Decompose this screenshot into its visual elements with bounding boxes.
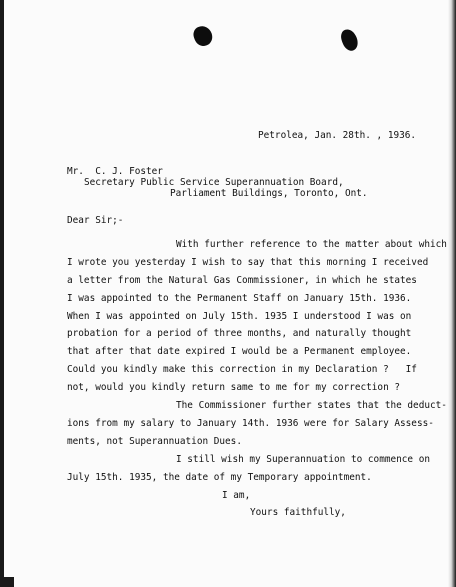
recipient-address: Parliament Buildings, Toronto, Ont. [170, 188, 368, 199]
closing: I am, [222, 490, 251, 501]
body-line: probation for a period of three months, and naturally thought [67, 328, 412, 339]
body-line: a letter from the Natural Gas Commissioner, in which he states [67, 275, 417, 286]
body-line: ments, not Superannuation Dues. [67, 436, 242, 447]
place-date: Petrolea, Jan. 28th. , 1936. [258, 130, 417, 141]
body-line: The Commissioner further states that the deduct- [176, 400, 447, 411]
recipient-title: Secretary Public Service Superannuation Board, [84, 177, 344, 188]
body-line: Could you kindly make this correction in my Declaration ? If [67, 364, 417, 375]
recipient-name: Mr. C. J. Foster [67, 166, 163, 177]
scan-edge-left [0, 0, 4, 587]
body-line: ions from my salary to January 14th. 1936 were for Salary Assess- [67, 418, 434, 429]
body-line: With further reference to the matter about which [176, 239, 447, 250]
punch-hole-left [191, 24, 215, 49]
salutation: Dear Sir;- [67, 215, 124, 226]
body-line: I still wish my Superannuation to commence on [176, 454, 430, 465]
body-line: July 15th. 1935, the date of my Temporary appointment. [67, 472, 372, 483]
body-line: not, would you kindly return same to me for my correction ? [67, 382, 401, 393]
scan-edge-right [448, 0, 456, 587]
body-line: I wrote you yesterday I wish to say that this morning I received [67, 257, 429, 268]
scan-edge-corner [0, 577, 14, 587]
signoff: Yours faithfully, [250, 507, 346, 518]
body-line: When I was appointed on July 15th. 1935 I understood I was on [67, 311, 412, 322]
body-line: I was appointed to the Permanent Staff on January 15th. 1936. [67, 293, 412, 304]
punch-hole-right [339, 27, 361, 53]
body-line: that after that date expired I would be a Permanent employee. [67, 346, 412, 357]
